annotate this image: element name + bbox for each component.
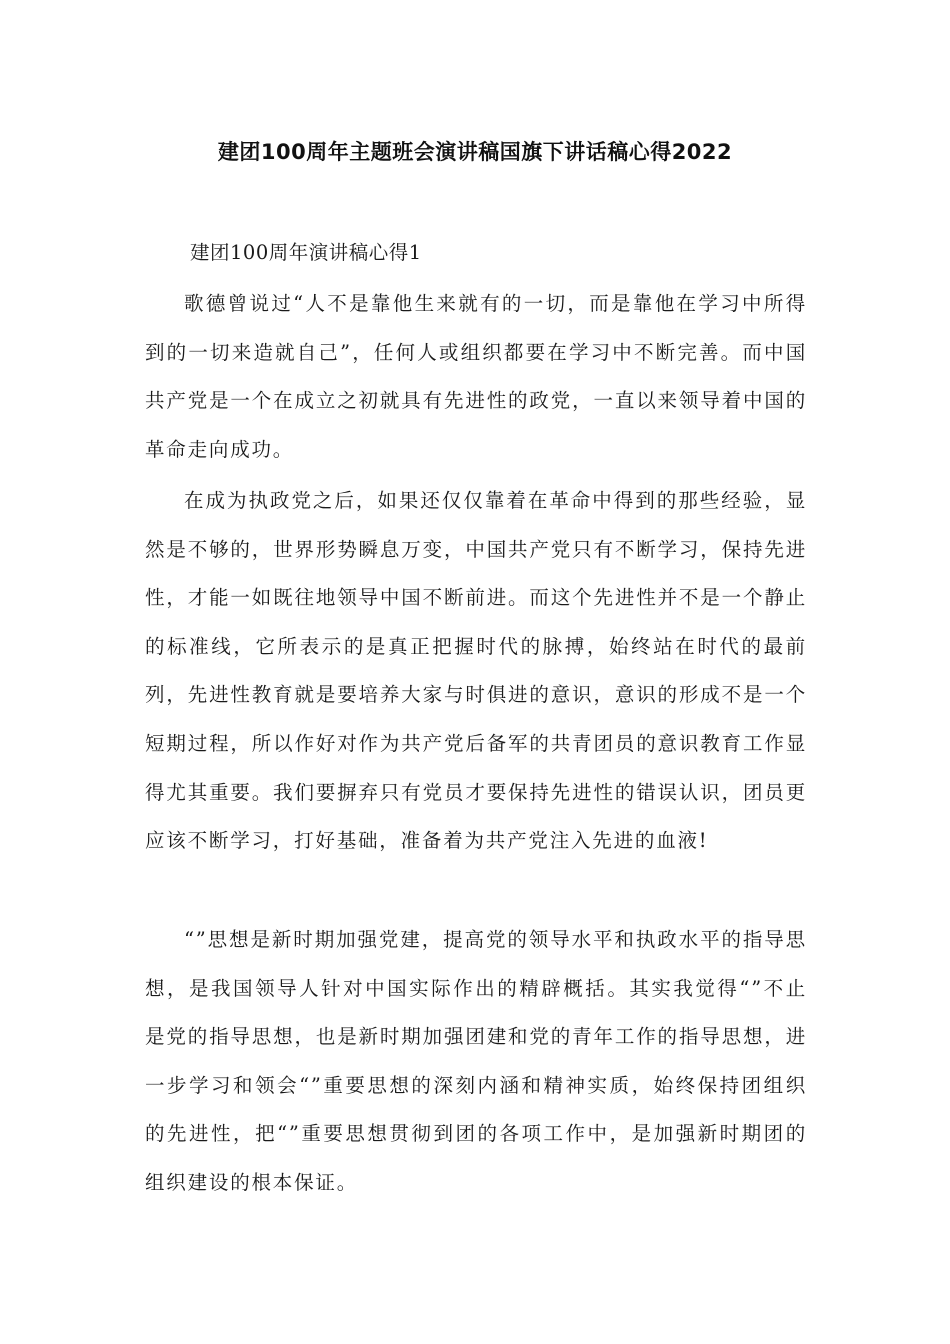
paragraph-3: “”思想是新时期加强党建，提高党的领导水平和执政水平的指导思想，是我国领导人针对中国实际作出的精辟概括。其实我觉得“”不止是党的指导思想，也是新时期加强团建和党的青年工作的指导思想，进一步学习和领会“”重要思想的深刻内涵和精神实质，始终保持团组织的先进性，把“”重要思想贯彻到团的各项工作中，是加强新时期团的组织建设的根本保证。: [145, 928, 807, 1194]
document-title: 建团100周年主题班会演讲稿国旗下讲话稿心得2022: [217, 140, 733, 164]
section-heading: 建团100周年演讲稿心得1: [190, 241, 422, 264]
paragraph-3-block: [145, 916, 807, 1208]
paragraph-2: 在成为执政党之后，如果还仅仅靠着在革命中得到的那些经验，显然是不够的，世界形势瞬息万变，中国共产党只有不断学习，保持先进性，才能一如既往地领导中国不断前进。而这个先进性并不是一个静止的标准线，它所表示的是真正把握时代的脉搏，始终站在时代的最前列，先进性教育就是要培养大家与时俱进的意识，意识的形成不是一个短期过程，所以作好对作为共产党后备军的共青团员的意识教育工作显得尤其重要。我们要摒弃只有党员才要保持先进性的错误认识，团员更应该不断学习，打好基础，准备着为共产党注入先进的血液!: [145, 489, 807, 853]
paragraph-2-block: [145, 477, 807, 866]
paragraph-1: 歌德曾说过“人不是靠他生来就有的一切，而是靠他在学习中所得到的一切来造就自己”，任何人或组织都要在学习中不断完善。而中国共产党是一个在成立之初就具有先进性的政党，一直以来领导着中国的革命走向成功。: [145, 292, 807, 461]
paragraph-1-block: [145, 280, 807, 474]
